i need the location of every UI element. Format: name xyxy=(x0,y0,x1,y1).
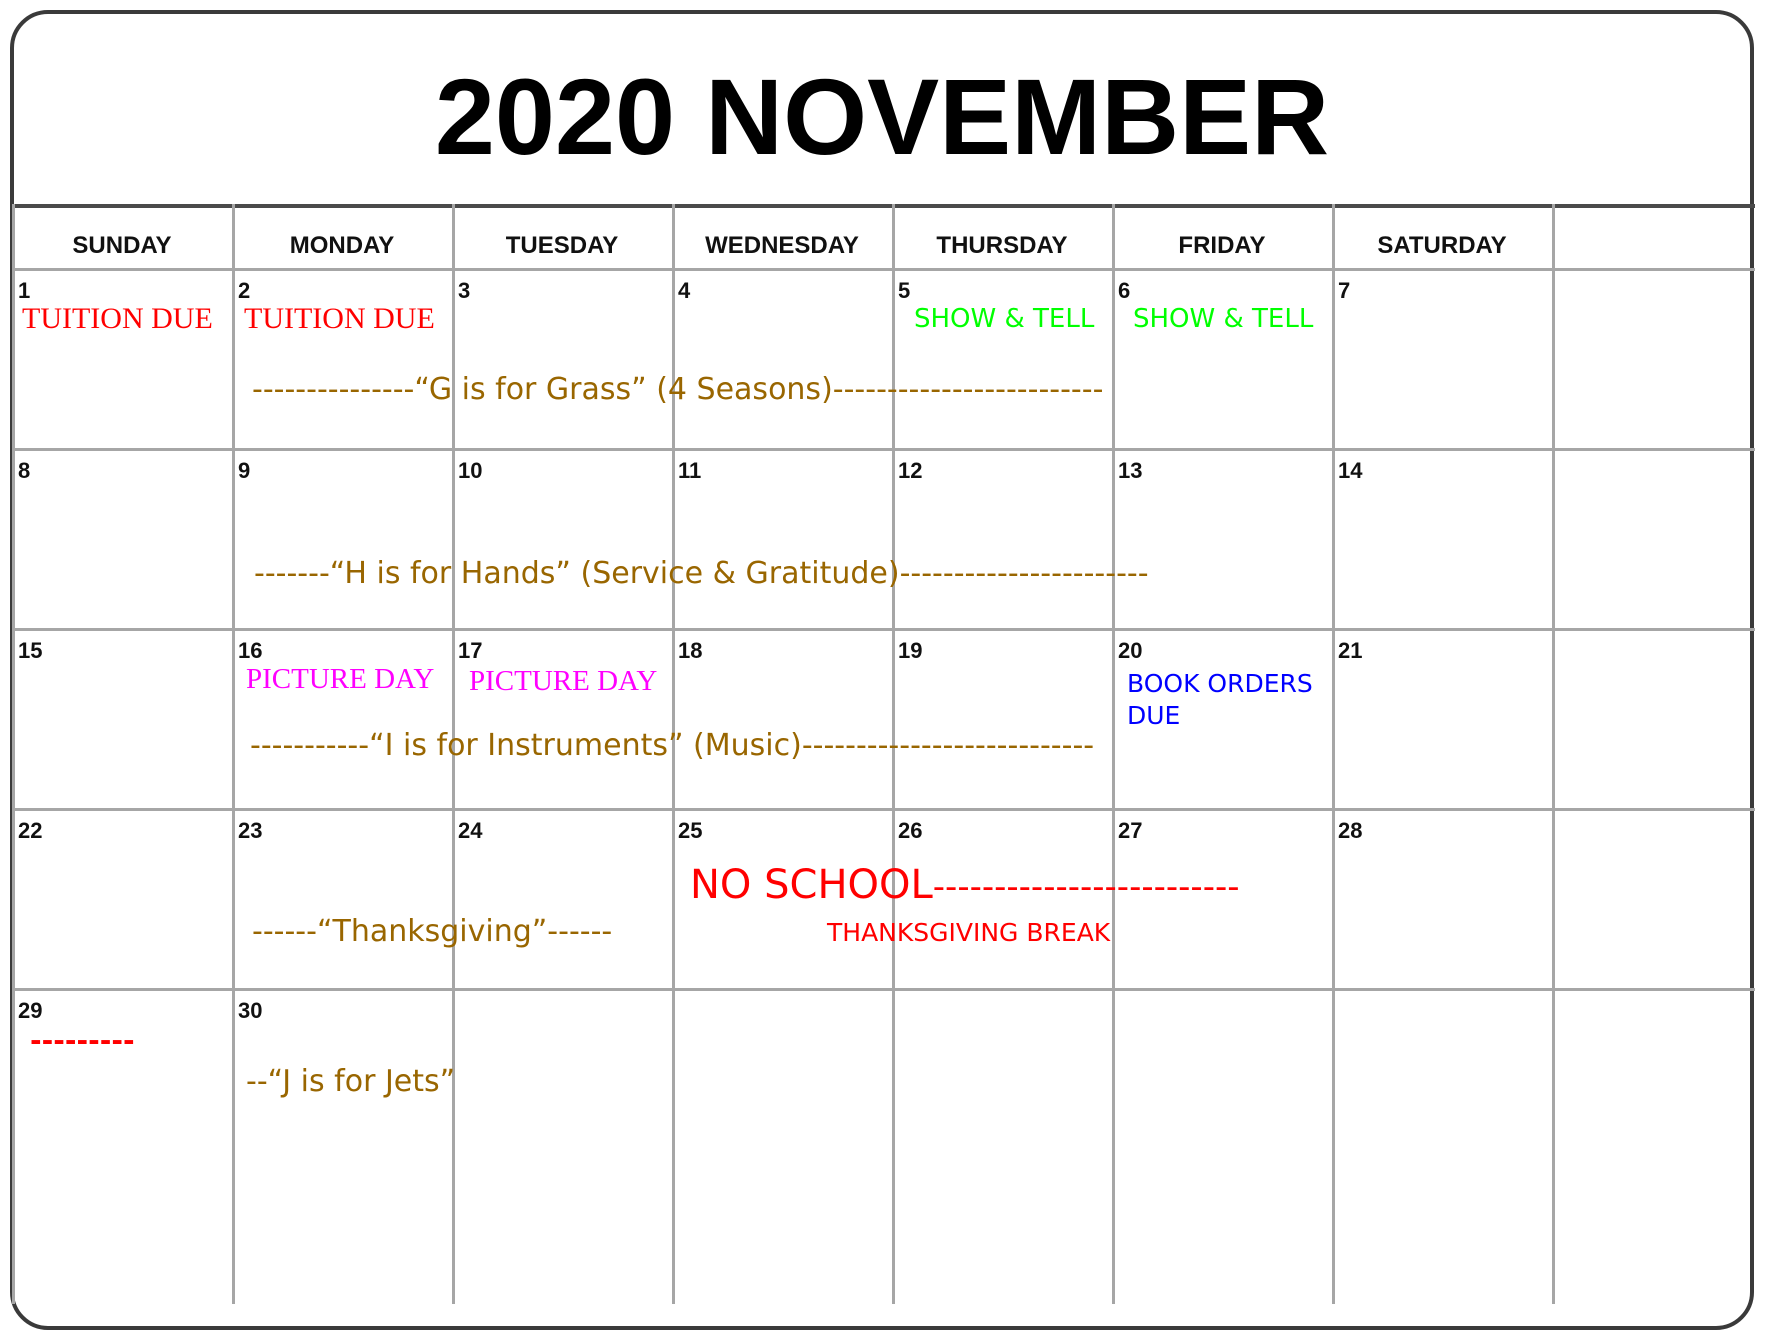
date-number: 30 xyxy=(238,998,263,1023)
event-tuition-due: TUITION DUE xyxy=(244,302,435,335)
date-number: 21 xyxy=(1338,638,1363,663)
date-number: 24 xyxy=(458,818,483,843)
event-book-orders: BOOK ORDERS xyxy=(1127,669,1313,698)
day-header-friday: FRIDAY xyxy=(1178,232,1266,259)
grid-line xyxy=(12,448,1755,451)
week-theme-grass: ---------------“G is for Grass” (4 Seasons)------------------------- xyxy=(252,372,1104,407)
date-number: 28 xyxy=(1338,818,1363,843)
week-theme-jets: --“J is for Jets” xyxy=(246,1064,456,1099)
grid-line xyxy=(1332,204,1335,1304)
date-number: 4 xyxy=(678,278,691,303)
day-header-monday: MONDAY xyxy=(289,232,395,259)
event-picture-day: PICTURE DAY xyxy=(246,663,435,695)
date-number: 6 xyxy=(1118,278,1131,303)
date-number: 12 xyxy=(898,458,923,483)
day-header-wednesday: WEDNESDAY xyxy=(705,232,859,259)
date-number: 23 xyxy=(238,818,263,843)
date-number: 15 xyxy=(18,638,43,663)
grid-line xyxy=(1112,204,1115,1304)
grid-line xyxy=(12,988,1755,991)
week5-dashes: --------- xyxy=(30,1024,135,1057)
date-number: 27 xyxy=(1118,818,1143,843)
event-thanksgiving-break: THANKSGIVING BREAK xyxy=(827,918,1111,947)
calendar-title: 2020 NOVEMBER xyxy=(434,56,1330,177)
date-number: 25 xyxy=(678,818,703,843)
day-header-thursday: THURSDAY xyxy=(936,232,1068,259)
event-tuition-due: TUITION DUE xyxy=(22,302,213,335)
date-number: 26 xyxy=(898,818,923,843)
date-number: 22 xyxy=(18,818,43,843)
date-number: 17 xyxy=(458,638,483,663)
no-school-dashes: ------------------------- xyxy=(932,867,1240,907)
date-number: 10 xyxy=(458,458,483,483)
event-show-and-tell: SHOW & TELL xyxy=(914,304,1095,334)
week-theme-thanksgiving: ------“Thanksgiving”------ xyxy=(252,914,613,949)
date-number: 18 xyxy=(678,638,703,663)
date-number: 29 xyxy=(18,998,43,1023)
date-number: 16 xyxy=(238,638,263,663)
week-theme-hands: -------“H is for Hands” (Service & Gratitude)----------------------- xyxy=(254,556,1149,591)
day-header-saturday: SATURDAY xyxy=(1377,232,1507,259)
no-school-label: NO SCHOOL xyxy=(690,862,933,908)
date-number: 19 xyxy=(898,638,923,663)
date-number: 9 xyxy=(238,458,251,483)
date-number: 13 xyxy=(1118,458,1143,483)
event-book-orders-due: DUE xyxy=(1127,701,1181,730)
event-no-school xyxy=(690,862,1240,908)
date-number: 20 xyxy=(1118,638,1143,663)
grid-line xyxy=(12,204,1755,208)
day-header-tuesday: TUESDAY xyxy=(505,232,619,259)
date-number: 8 xyxy=(18,458,31,483)
date-number: 7 xyxy=(1338,278,1351,303)
day-header-sunday: SUNDAY xyxy=(72,232,172,259)
event-picture-day: PICTURE DAY xyxy=(469,665,658,697)
event-show-and-tell: SHOW & TELL xyxy=(1133,304,1314,334)
grid-line xyxy=(12,808,1755,811)
date-number: 3 xyxy=(458,278,471,303)
date-number: 5 xyxy=(898,278,911,303)
date-number: 2 xyxy=(238,278,251,303)
week-theme-instruments: -----------“I is for Instruments” (Music)--------------------------- xyxy=(250,728,1095,763)
grid-line xyxy=(12,628,1755,631)
grid-line xyxy=(12,204,15,1304)
date-number: 14 xyxy=(1338,458,1363,483)
date-number: 1 xyxy=(18,278,31,303)
date-number: 11 xyxy=(678,458,702,483)
grid-line xyxy=(232,204,235,1304)
grid-line xyxy=(1552,204,1555,1304)
